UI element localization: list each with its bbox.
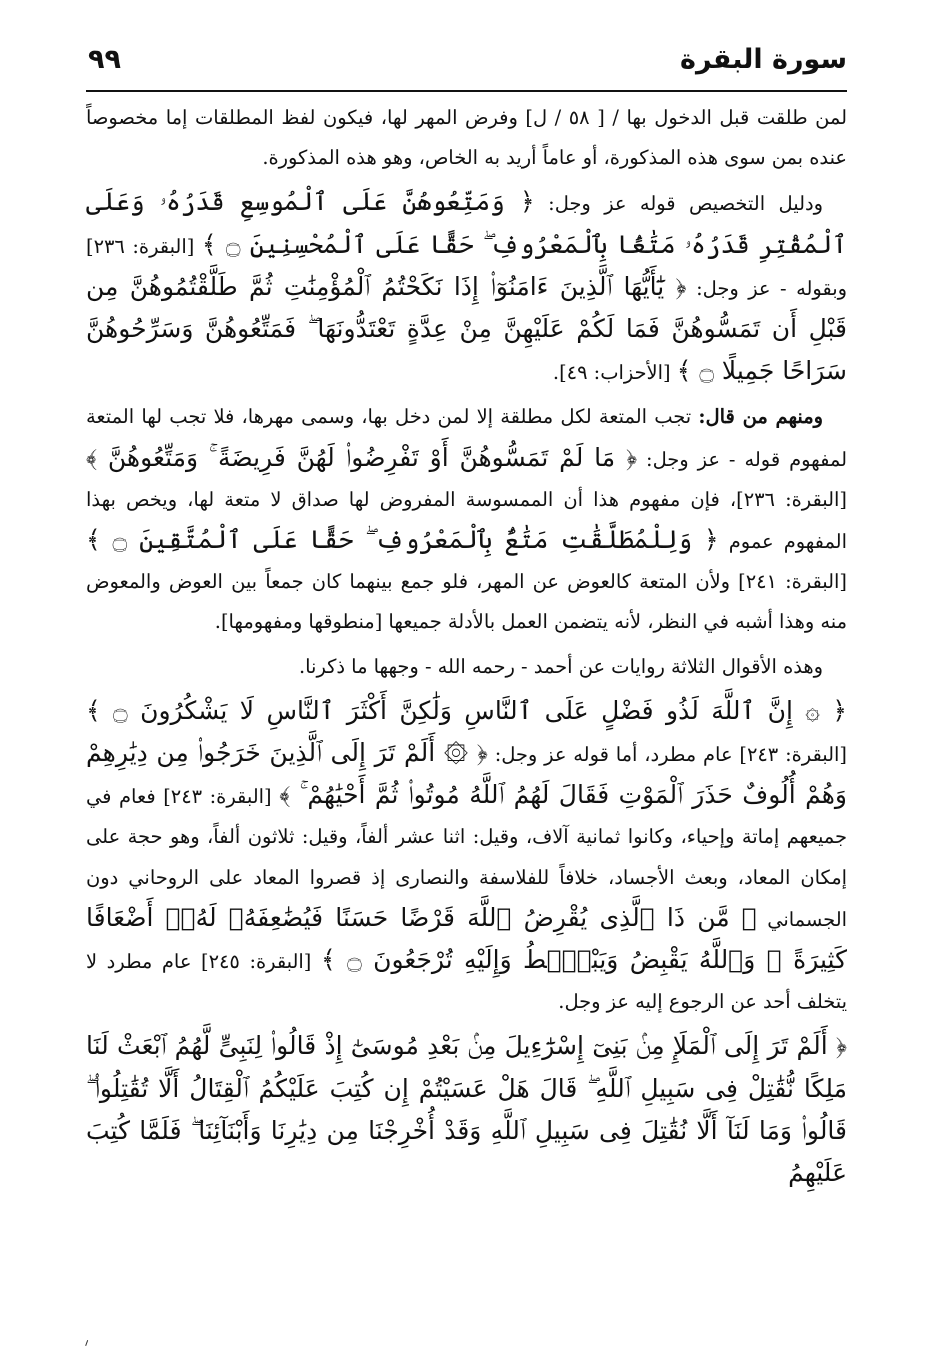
body-text: تجب المتعة لكل مطلقة إلا لمن دخل بها، وسمى مهرها، فلا تجب لها المتعة لمفهوم قوله - عز وجل: — [86, 405, 847, 471]
body-text: ودليل التخصيص قوله عز وجل: — [534, 192, 823, 216]
body-text: لمن طلقت قبل الدخول بها / [ ٥٨ / ل] وفرض المهر لها، فيكون لفظ المطلقات إما مخصوصاً عنده بمن سوى هذه المذكورة، أو عاماً أريد به الخاص، وهو هذه المذكورة. — [86, 106, 847, 170]
paragraph — [86, 182, 847, 393]
quran-verse: ﴿ مَا لَمْ تَمَسُّوهُنَّ أَوْ تَفْرِضُوا۟ لَهُنَّ فَرِيضَةً ۚ وَمَتِّعُوهُنَّ ﴾ — [86, 442, 638, 472]
quran-verse: ﴿ ۞ أَلَمْ تَرَ إِلَى ٱلَّذِينَ خَرَجُوا۟ مِن دِيَٰرِهِمْ وَهُمْ أُلُوفٌ حَذَرَ ٱلْمَوْتِ فَقَالَ لَهُمُ ٱللَّهُ مُوتُوا۟ ثُمَّ أَحْيَٰهُمْ ۚ ﴾ — [86, 738, 847, 810]
body-text: [البقرة: ٢٤٣] فعام في جميعهم إماتة وإحياء، وكانوا ثمانية آلاف، وقيل: اثنا عشر ألفاً، وقيل: ثلاثون ألفاً، وهو حجة على إمكان المعاد، وبعث الأجساد، خلافاً للفلاسفة والنصارى إذ قصروا المعاد على الروحاني دون الجسماني — [86, 785, 847, 931]
quran-verse: ﴿ يَٰٓأَيُّهَا ٱلَّذِينَ ءَامَنُوٓا۟ إِذَا نَكَحْتُمُ ٱلْمُؤْمِنَٰتِ ثُمَّ طَلَّقْتُمُوهُنَّ مِن قَبْلِ أَن تَمَسُّوهُنَّ فَمَا لَكُمْ عَلَيْهِنَّ مِنْ عِدَّةٍ تَعْتَدُّونَهَا ۖ فَمَتِّعُوهُنَّ وَسَرِّحُوهُنَّ سَرَاحًا جَمِيلًا ۝ ﴾ — [86, 271, 847, 386]
paragraph — [86, 397, 847, 642]
paragraph — [86, 98, 847, 178]
body-text: [البقرة: ٢٤٥] عام مطرد لا يتخلف أحد عن الرجوع إليه عز وجل. — [86, 950, 847, 1014]
body-text: [البقرة: ٢٤٣] عام مطرد، أما قوله عز وجل: — [487, 743, 847, 767]
body-text: وهذه الأقوال الثلاثة روايات عن أحمد - رحمه الله - وجهها ما ذكرنا. — [298, 654, 823, 678]
quran-verse: ﴿ مَّن ذَا ٱلَّذِى يُقْرِضُ ٱللَّهَ قَرْضًا حَسَنًا فَيُضَٰعِفَهُۥ لَهُۥٓ أَضْعَافًا كَثِيرَةً ۚ وَٱللَّهُ يَقْبِضُ وَيَبْصُۜطُ وَإِلَيْهِ تُرْجَعُونَ ۝ ﴾ — [86, 902, 847, 975]
quran-verse: ﴿ ۞ إِنَّ ٱللَّهَ لَذُو فَضْلٍ عَلَى ٱلنَّاسِ وَلَٰكِنَّ أَكْثَرَ ٱلنَّاسِ لَا يَشْكُرُونَ ۝ ﴾ — [86, 695, 847, 725]
page-number: ٩٩ — [88, 44, 121, 75]
body-text: [البقرة: ٢٣٦] وبقوله - عز وجل: — [86, 234, 847, 300]
quran-verse: ﴿ وَلِلْمُطَلَّقَٰتِ مَتَٰعٌۢ بِٱلْمَعْرُوفِ ۖ حَقًّا عَلَى ٱلْمُتَّقِينَ ۝ ﴾ — [86, 525, 719, 555]
margin-mark — [85, 1340, 94, 1348]
paragraph — [86, 647, 847, 687]
quran-verse: ﴿ أَلَمْ تَرَ إِلَى ٱلْمَلَإِ مِنۢ بَنِىٓ إِسْرَٰٓءِيلَ مِنۢ بَعْدِ مُوسَىٰٓ إِذْ قَالُوا۟ لِنَبِىٍّ لَّهُمُ ٱبْعَثْ لَنَا مَلِكًا نُّقَٰتِلْ فِى سَبِيلِ ٱللَّهِ ۖ قَالَ هَلْ عَسَيْتُمْ إِن كُتِبَ عَلَيْكُمُ ٱلْقِتَالُ أَلَّا تُقَٰتِلُوا۟ ۖ قَالُوا۟ وَمَا لَنَآ أَلَّا نُقَٰتِلَ فِى سَبِيلِ ٱللَّهِ وَقَدْ أُخْرِجْنَا مِن دِيَٰرِنَا وَأَبْنَآئِنَا ۖ فَلَمَّا كُتِبَ عَلَيْهِمُ — [86, 1031, 847, 1188]
body-text: [البقرة: ٢٣٦]، فإن مفهوم هذا أن الممسوسة المفروض لها صداق لا متعة لها، ويخص بهذا المفهوم عموم — [86, 487, 847, 554]
paragraph — [86, 1026, 847, 1195]
bold-lead: ومنهم من قال: — [698, 405, 823, 429]
paragraph — [86, 691, 847, 1023]
body-text: [الأحزاب: ٤٩]. — [552, 361, 677, 385]
quran-verse: ﴿ وَمَتِّعُوهُنَّ عَلَى ٱلْمُوسِعِ قَدَرُهُۥ وَعَلَى ٱلْمُقْتِرِ قَدَرُهُۥ مَتَٰعًۢا بِٱلْمَعْرُوفِ ۖ حَقًّا عَلَى ٱلْمُحْسِنِينَ ۝ ﴾ — [86, 187, 847, 259]
page-header — [86, 38, 847, 92]
page-body — [86, 98, 847, 1313]
body-text: [البقرة: ٢٤١] ولأن المتعة كالعوض عن المهر، فلو جمع بينهما كان جمعاً بين العوض والمعوض منه وهذا أشبه في النظر، لأنه يتضمن العمل بالأدلة جميعها [منطوقها ومفهومها]. — [86, 570, 847, 634]
surah-title: سورة البقرة — [680, 44, 847, 75]
